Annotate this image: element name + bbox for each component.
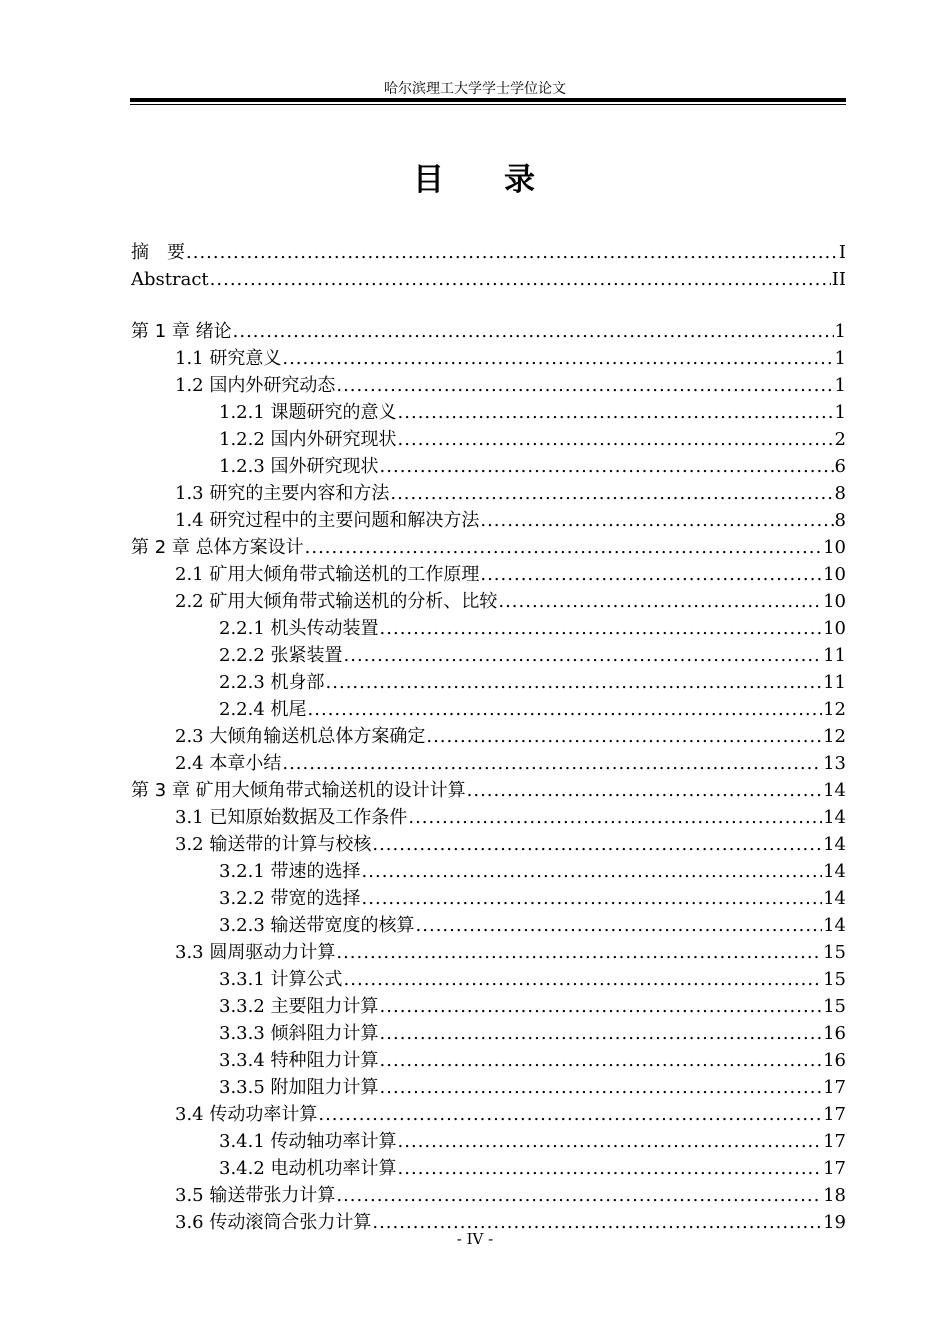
toc-dot-leader — [390, 481, 833, 507]
toc-entry-page: 15 — [823, 969, 846, 990]
toc-entry-page: 1 — [834, 348, 846, 369]
toc-entry-label: 1.2.3 国外研究现状 — [219, 456, 379, 477]
toc-entry-label: 3.3.4 特种阻力计算 — [219, 1050, 379, 1071]
toc-entry-page: 6 — [834, 456, 846, 477]
toc-entry-page: 8 — [834, 510, 846, 531]
toc-entry-page: 14 — [823, 888, 846, 909]
toc-dot-leader — [326, 670, 823, 696]
toc-entry-label: 3.3 圆周驱动力计算 — [175, 942, 336, 963]
toc-entry-page: 1 — [834, 402, 846, 423]
toc-entry-label: 2.2.4 机尾 — [219, 699, 307, 720]
toc-entry-label: 1.1 研究意义 — [175, 348, 282, 369]
toc-dot-leader — [380, 616, 823, 642]
toc-dot-leader — [398, 427, 834, 453]
toc-entry[interactable] — [131, 994, 846, 1020]
toc-entry[interactable] — [131, 940, 846, 966]
toc-entry-label: 1.2.2 国内外研究现状 — [219, 429, 397, 450]
toc-entry-label: 2.2.2 张紧装置 — [219, 645, 343, 666]
toc-entry-page: 15 — [823, 996, 846, 1017]
toc-dot-leader — [186, 240, 838, 266]
toc-entry[interactable] — [131, 832, 846, 858]
toc-entry[interactable] — [131, 481, 846, 507]
toc-dot-leader — [380, 454, 834, 480]
toc-dot-leader — [467, 778, 822, 804]
toc-entry[interactable] — [131, 508, 846, 534]
toc-entry-page: 17 — [823, 1104, 846, 1125]
toc-entry[interactable] — [131, 400, 846, 426]
toc-entry-page: 13 — [823, 753, 846, 774]
toc-entry-page: 10 — [823, 618, 846, 639]
page-number: - IV - — [456, 1230, 494, 1248]
toc-dot-leader — [336, 940, 822, 966]
toc-entry[interactable] — [131, 1156, 846, 1182]
toc-dot-leader — [372, 832, 822, 858]
toc-entry-page: 16 — [823, 1050, 846, 1071]
toc-entry[interactable] — [131, 643, 846, 669]
toc-dot-leader — [408, 805, 822, 831]
toc-entry[interactable] — [131, 859, 846, 885]
toc-entry-label: 2.3 大倾角输送机总体方案确定 — [175, 726, 426, 747]
toc-entry-label: 1.4 研究过程中的主要问题和解决方法 — [175, 510, 480, 531]
toc-dot-leader — [336, 373, 833, 399]
toc-dot-leader — [426, 724, 822, 750]
toc-entry-label: 2.1 矿用大倾角带式输送机的工作原理 — [175, 564, 480, 585]
toc-entry-page: 10 — [823, 537, 846, 558]
header-rule-thin — [130, 104, 846, 105]
toc-entry-page: 1 — [834, 375, 846, 396]
toc-entry-label: 1.2.1 课题研究的意义 — [219, 402, 397, 423]
toc-dot-leader — [480, 562, 822, 588]
toc-entry-label: 摘 要 — [131, 242, 185, 263]
toc-entry-label: 2.2 矿用大倾角带式输送机的分析、比较 — [175, 591, 498, 612]
toc-entry-page: 17 — [823, 1158, 846, 1179]
toc-entry-page: 18 — [823, 1185, 846, 1206]
toc-dot-leader — [380, 1021, 823, 1047]
toc-entry-label: 3.6 传动滚筒合张力计算 — [175, 1212, 372, 1233]
title-char-1: 目 — [413, 162, 446, 198]
running-header: 哈尔滨理工大学学士学位论文 — [384, 81, 566, 97]
toc-entry[interactable] — [131, 562, 846, 588]
header-rule-thick — [130, 98, 846, 102]
toc-entry-label: 3.1 已知原始数据及工作条件 — [175, 807, 408, 828]
toc-entry[interactable] — [131, 1048, 846, 1074]
toc-entry[interactable] — [131, 1183, 846, 1209]
toc-entry[interactable] — [131, 267, 846, 293]
toc-entry-page: 14 — [823, 834, 846, 855]
toc-entry-label: 1.3 研究的主要内容和方法 — [175, 483, 390, 504]
toc-dot-leader — [398, 1156, 823, 1182]
toc-entry[interactable] — [131, 535, 846, 561]
toc-entry-label: 第 2 章 总体方案设计 — [131, 537, 304, 558]
toc-dot-leader — [498, 589, 822, 615]
toc-entry-page: 11 — [823, 672, 846, 693]
toc-entry[interactable] — [131, 1102, 846, 1128]
toc-dot-leader — [308, 697, 823, 723]
toc-entry-label: 2.2.1 机头传动装置 — [219, 618, 379, 639]
toc-dot-leader — [398, 400, 834, 426]
toc-entry-label: 3.4.2 电动机功率计算 — [219, 1158, 397, 1179]
toc-dot-leader — [380, 1075, 823, 1101]
toc-entry[interactable] — [131, 373, 846, 399]
toc-entry-label: 3.3.5 附加阻力计算 — [219, 1077, 379, 1098]
toc-entry[interactable] — [131, 346, 846, 372]
toc-entry[interactable] — [131, 670, 846, 696]
toc-dot-leader — [380, 1048, 823, 1074]
toc-entry-page: 16 — [823, 1023, 846, 1044]
toc-entry[interactable] — [131, 454, 846, 480]
toc-entry-label: 第 3 章 矿用大倾角带式输送机的设计计算 — [131, 780, 466, 801]
toc-dot-leader — [344, 643, 823, 669]
toc-entry-page: 1 — [834, 321, 846, 342]
toc-entry-page: 10 — [823, 591, 846, 612]
toc-dot-leader — [344, 967, 823, 993]
toc-entry[interactable] — [131, 805, 846, 831]
toc-dot-leader — [380, 994, 823, 1020]
toc-dot-leader — [398, 1129, 823, 1155]
toc-entry[interactable] — [131, 1021, 846, 1047]
toc-dot-leader — [305, 535, 822, 561]
toc-dot-leader — [318, 1102, 822, 1128]
toc-entry-label: 3.3.1 计算公式 — [219, 969, 343, 990]
toc-entry[interactable] — [131, 778, 846, 804]
toc-entry[interactable] — [131, 724, 846, 750]
toc-entry-label: 3.3.3 倾斜阻力计算 — [219, 1023, 379, 1044]
toc-entry-page: II — [831, 269, 846, 290]
toc-entry-label: 2.2.3 机身部 — [219, 672, 325, 693]
toc-entry[interactable] — [131, 967, 846, 993]
toc-dot-leader — [282, 751, 822, 777]
toc-entry-label: 第 1 章 绪论 — [131, 321, 232, 342]
toc-entry-page: 12 — [823, 699, 846, 720]
toc-entry-label: 3.2.3 输送带宽度的核算 — [219, 915, 415, 936]
toc-entry-label: 2.4 本章小结 — [175, 753, 282, 774]
toc-dot-leader — [210, 267, 831, 293]
toc-entry[interactable] — [131, 697, 846, 723]
toc-entry-page: 15 — [823, 942, 846, 963]
toc-entry-label: 3.4 传动功率计算 — [175, 1104, 318, 1125]
toc-dot-leader — [282, 346, 833, 372]
toc-entry-page: 14 — [823, 861, 846, 882]
toc-entry[interactable] — [131, 589, 846, 615]
toc-entry-page: 12 — [823, 726, 846, 747]
toc-entry-label: 3.2.2 带宽的选择 — [219, 888, 361, 909]
toc-entry-page: 14 — [823, 915, 846, 936]
toc-entry-page: 14 — [823, 807, 846, 828]
toc-entry-page: 11 — [823, 645, 846, 666]
page-title — [0, 154, 950, 199]
toc-entry-label: 3.5 输送带张力计算 — [175, 1185, 336, 1206]
toc-entry-page: 14 — [823, 780, 846, 801]
toc-entry-label: 3.2 输送带的计算与校核 — [175, 834, 372, 855]
toc-entry[interactable] — [131, 1075, 846, 1101]
toc-entry-page: 17 — [823, 1077, 846, 1098]
toc-dot-leader — [233, 319, 834, 345]
toc-entry-page: 19 — [823, 1212, 846, 1233]
toc-entry-page: 2 — [834, 429, 846, 450]
title-char-2: 录 — [504, 162, 537, 198]
toc-entry[interactable] — [131, 427, 846, 453]
toc-entry-label: Abstract — [131, 269, 209, 290]
toc-entry-page: 8 — [834, 483, 846, 504]
toc-entry-page: I — [838, 242, 846, 263]
toc-entry[interactable] — [131, 751, 846, 777]
toc-dot-leader — [480, 508, 833, 534]
toc-dot-leader — [362, 859, 823, 885]
toc-dot-leader — [362, 886, 823, 912]
toc-entry-page: 10 — [823, 564, 846, 585]
toc-entry[interactable] — [131, 1129, 846, 1155]
toc-entry-label: 3.4.1 传动轴功率计算 — [219, 1131, 397, 1152]
toc-dot-leader — [416, 913, 823, 939]
toc-entry-label: 3.2.1 带速的选择 — [219, 861, 361, 882]
toc-entry[interactable] — [131, 240, 846, 266]
toc-entry-page: 17 — [823, 1131, 846, 1152]
toc-entry-label: 3.3.2 主要阻力计算 — [219, 996, 379, 1017]
toc-entry[interactable] — [131, 886, 846, 912]
toc-dot-leader — [336, 1183, 822, 1209]
toc-entry[interactable] — [131, 913, 846, 939]
toc-entry[interactable] — [131, 616, 846, 642]
toc-entry[interactable] — [131, 319, 846, 345]
toc-entry-label: 1.2 国内外研究动态 — [175, 375, 336, 396]
